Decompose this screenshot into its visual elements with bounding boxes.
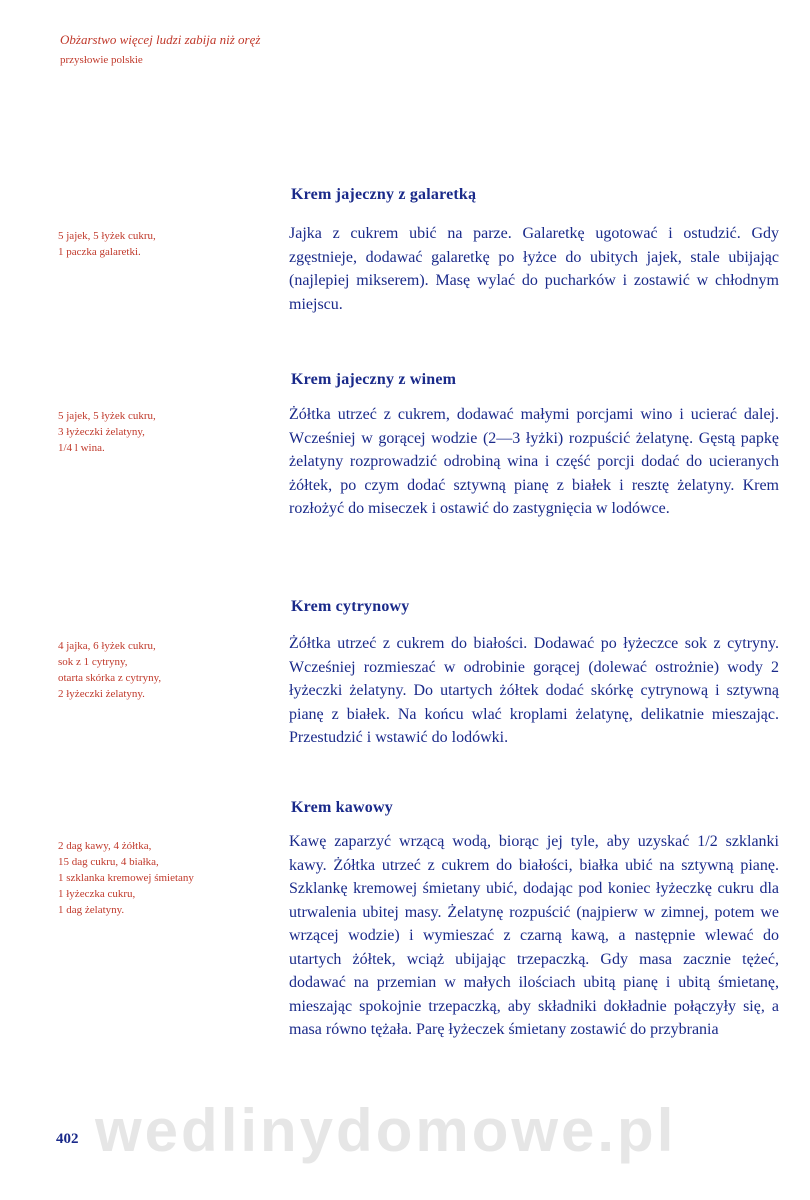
ingredient-line: otarta skórka z cytryny, xyxy=(58,672,162,684)
ingredient-line: 15 dag cukru, 4 białka, xyxy=(58,856,159,868)
ingredients-list xyxy=(58,838,283,918)
page-number: 402 xyxy=(56,1131,79,1147)
ingredients-list xyxy=(58,638,283,702)
ingredients-list xyxy=(58,228,283,260)
ingredient-line: 1 łyżeczka cukru, xyxy=(58,888,136,900)
watermark: wedlinydomowe.pl xyxy=(95,1097,677,1164)
recipe-instructions: Żółtka utrzeć z cukrem, dodawać małymi porcjami wino i ucierać dalej. Wcześniej w gorącej wodzie (2—3 łyżki) rozpuścić żelatynę. Gęstą papkę żelatyny rozprowadzić odrobiną wina i część porcji dodać do ucieranych żółtek, po czym dodać sztywną pianę z białek i resztę żelatyny. Krem rozłożyć do miseczek i ostawić do zastygnięcia w lodówce. xyxy=(289,406,779,517)
ingredient-line: 2 łyżeczki żelatyny. xyxy=(58,688,145,700)
ingredient-line: 1 paczka galaretki. xyxy=(58,246,141,258)
running-head xyxy=(60,30,260,70)
ingredient-line: 5 jajek, 5 łyżek cukru, xyxy=(58,230,156,242)
proverb-source: przysłowie polskie xyxy=(60,54,143,66)
ingredients-list xyxy=(58,408,283,456)
recipe-title: Krem jajeczny z galaretką xyxy=(291,186,477,203)
recipe-instructions: Żółtka utrzeć z cukrem do białości. Dodawać po łyżeczce sok z cytryny. Wcześniej rozmieszać w odrobinie gorącej (dolewać ostrożnie) wody 2 łyżeczki żelatyny. Do utartych żółtek dodać skórkę cytrynową i sztywną pianę z białek. Na końcu wlać kroplami żelatynę, delikatnie mieszając. Przestudzić i wstawić do lodówki. xyxy=(289,635,779,746)
recipe-instructions: Kawę zaparzyć wrzącą wodą, biorąc jej tyle, aby uzyskać 1/2 szklanki kawy. Żółtka utrzeć z cukrem do białości, białka ubić na sztywną pianę. Szklankę kremowej śmietany ubić, dodając pod koniec łyżeczkę cukru dla utrwalenia ubitej masy. Żelatynę rozpuścić (najpierw w zimnej, potem we wrzącej wodzie) i wymieszać z czarną kawą, a następnie wlewać do utartych żółtek, wciąż ubijając trzepaczką. Gdy masa zacznie tężeć, dodawać na przemian w małych ilościach ubitą pianę i ubitą śmietanę, mieszając spokojnie trzepaczką, aby składniki dokładnie połączyły się, a masa równo tężała. Parę łyżeczek śmietany zostawić do przybrania xyxy=(289,833,779,1038)
recipe-title: Krem cytrynowy xyxy=(291,598,410,615)
ingredient-line: 1 dag żelatyny. xyxy=(58,904,125,916)
ingredient-line: 4 jajka, 6 łyżek cukru, xyxy=(58,640,156,652)
ingredient-line: 3 łyżeczki żelatyny, xyxy=(58,426,145,438)
recipe-title: Krem kawowy xyxy=(291,799,393,816)
ingredient-line: 2 dag kawy, 4 żółtka, xyxy=(58,840,152,852)
recipe-title: Krem jajeczny z winem xyxy=(291,371,457,388)
ingredient-line: 5 jajek, 5 łyżek cukru, xyxy=(58,410,156,422)
ingredient-line: sok z 1 cytryny, xyxy=(58,656,128,668)
ingredient-line: 1 szklanka kremowej śmietany xyxy=(58,872,194,884)
proverb-quote: Obżarstwo więcej ludzi zabija niż oręż xyxy=(60,32,261,47)
ingredient-line: 1/4 l wina. xyxy=(58,442,105,454)
recipe-instructions: Jajka z cukrem ubić na parze. Galaretkę ugotować i ostudzić. Gdy zgęstnieje, dodawać galaretkę po łyżce do ubitych jajek, stale ubijając (najlepiej mikserem). Masę wylać do pucharków i zostawić w chłodnym miejscu. xyxy=(289,225,779,313)
